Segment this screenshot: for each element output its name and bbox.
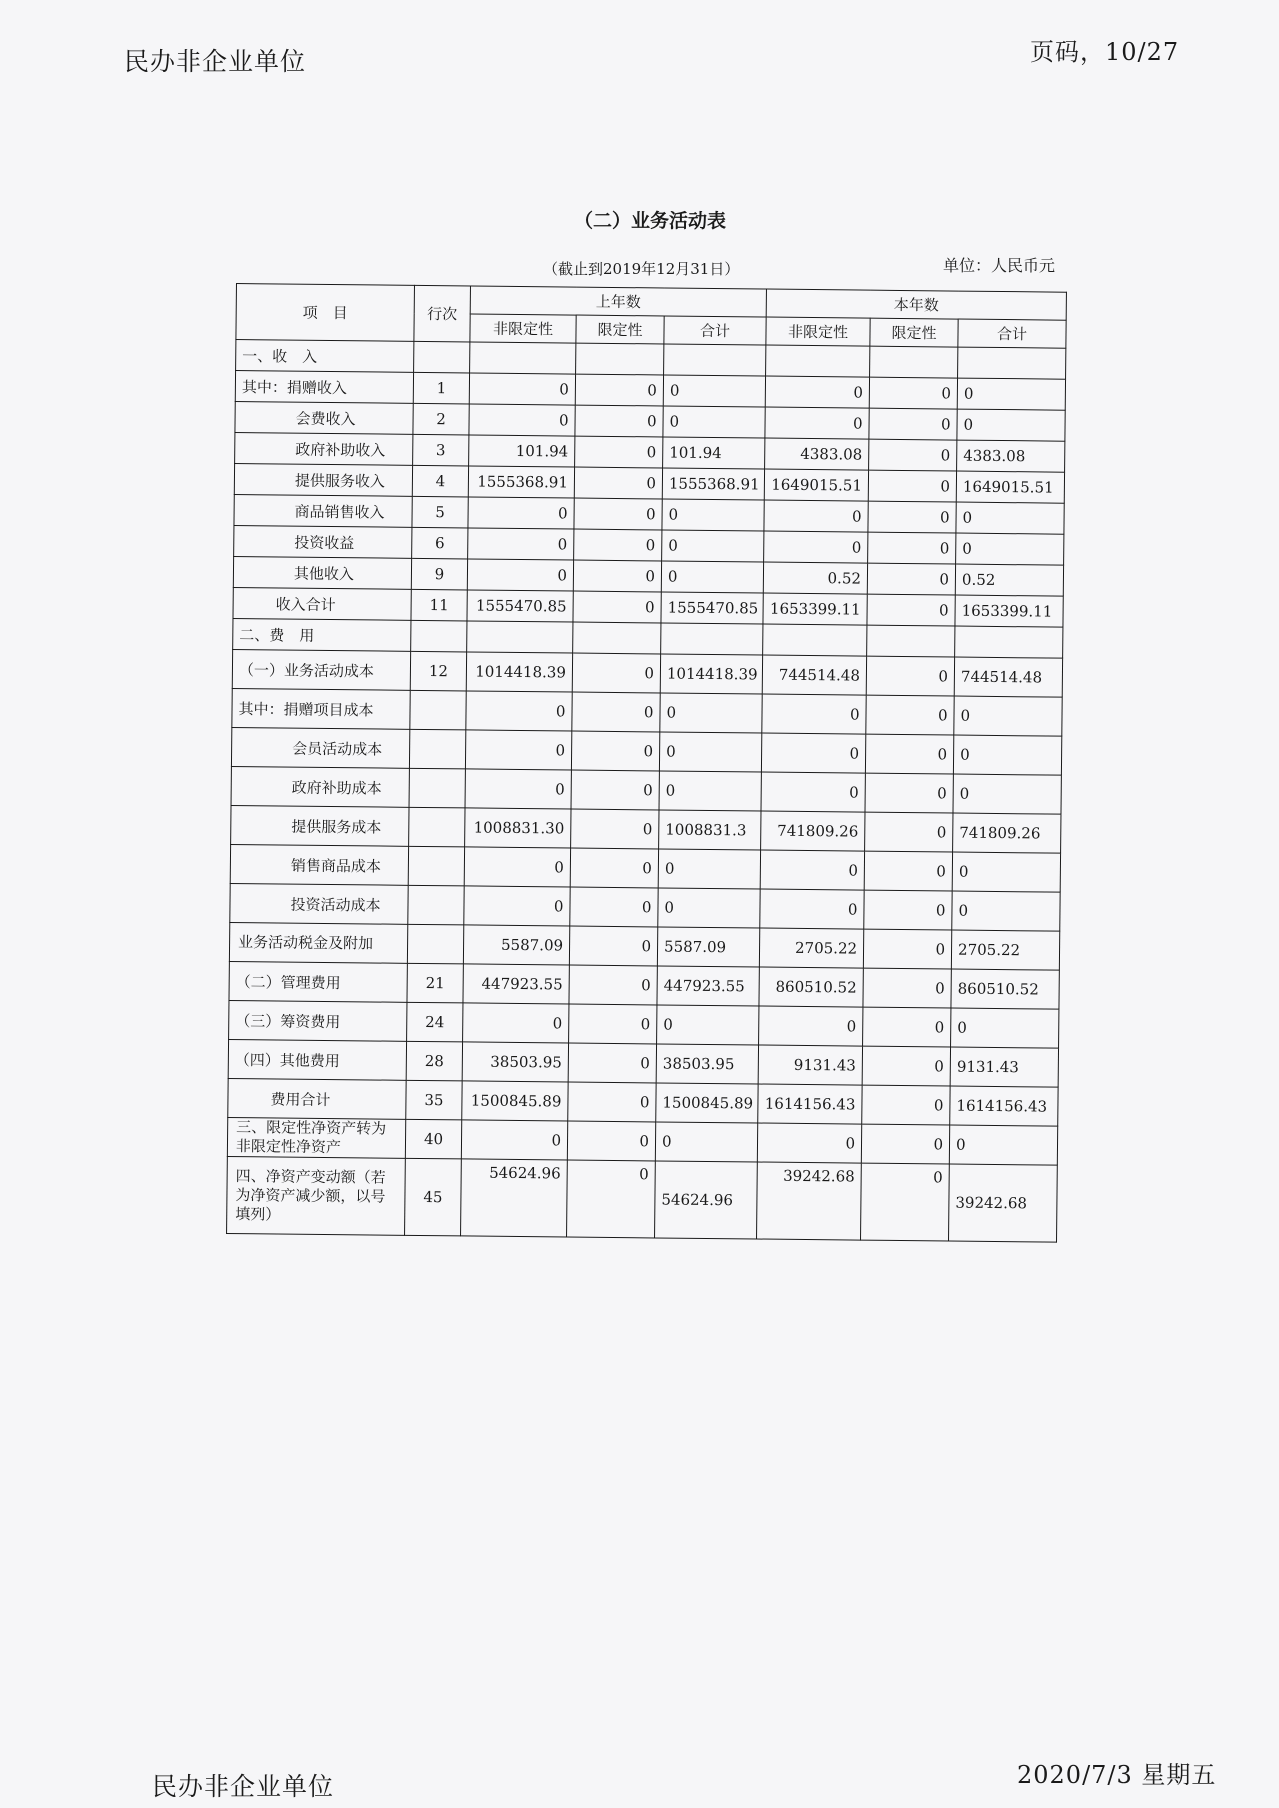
cell-c-r: 0 <box>864 851 952 891</box>
row-number <box>410 690 466 730</box>
cell-c-r <box>870 346 958 378</box>
cell-c-r: 0 <box>869 408 957 440</box>
cell-p-t: 54624.96 <box>655 1161 758 1239</box>
header-curr-year: 本年数 <box>766 289 1066 320</box>
cell-p-t: 101.94 <box>663 437 765 469</box>
row-number <box>409 729 465 769</box>
cell-c-r: 0 <box>867 594 955 626</box>
row-number: 9 <box>411 558 467 590</box>
row-item-label: 二、费 用 <box>233 618 411 651</box>
cell-p-u: 0 <box>463 1003 569 1043</box>
report-unit: 单位：人民币元 <box>943 256 1056 275</box>
cell-c-u: 1649015.51 <box>764 469 868 501</box>
cell-p-t: 1555368.91 <box>662 468 764 500</box>
cell-c-t: 0 <box>956 533 1064 565</box>
cell-c-u <box>766 345 870 377</box>
row-item-label: 政府补助收入 <box>235 432 413 465</box>
cell-c-r <box>867 625 955 657</box>
header-prev-unrestricted: 非限定性 <box>470 314 576 343</box>
cell-p-u: 0 <box>466 691 572 731</box>
cell-c-u: 2705.22 <box>759 928 863 968</box>
cell-c-t: 4383.08 <box>957 440 1065 472</box>
row-number: 12 <box>410 651 466 691</box>
cell-p-u: 1555368.91 <box>468 466 574 498</box>
cell-p-r: 0 <box>574 498 662 530</box>
row-item-label: （二）管理费用 <box>229 961 407 1002</box>
cell-c-u: 0.52 <box>763 562 867 594</box>
cell-c-t: 0 <box>949 1125 1057 1165</box>
cell-p-u: 38503.95 <box>462 1042 568 1082</box>
cell-p-t: 0 <box>661 561 763 593</box>
row-number: 11 <box>411 589 467 621</box>
row-number: 5 <box>412 496 468 528</box>
cell-c-t: 2705.22 <box>951 930 1059 970</box>
cell-c-u: 1614156.43 <box>758 1084 862 1124</box>
cell-p-t: 0 <box>662 499 764 531</box>
row-item-label: 提供服务收入 <box>234 463 412 496</box>
cell-p-t: 1008831.3 <box>659 810 761 850</box>
cell-p-u: 0 <box>469 404 575 436</box>
header-prev-total: 合计 <box>664 316 766 345</box>
page-footer-date: 2020/7/3 星期五 <box>1017 1761 1217 1789</box>
cell-c-r: 0 <box>867 563 955 595</box>
cell-c-t: 0 <box>957 378 1065 410</box>
activity-table-container <box>226 283 1074 1243</box>
cell-p-r <box>576 343 664 375</box>
cell-c-u: 9131.43 <box>758 1045 862 1085</box>
cell-p-t: 0 <box>663 375 765 407</box>
cell-p-u: 0 <box>468 497 574 529</box>
cell-p-r: 0 <box>567 1121 655 1161</box>
cell-c-r: 0 <box>869 439 957 471</box>
page-footer-organization: 民办非企业单位 <box>152 1772 335 1801</box>
cell-p-u: 0 <box>461 1120 567 1160</box>
cell-p-t: 0 <box>655 1122 757 1162</box>
cell-c-t: 0 <box>956 502 1064 534</box>
cell-p-t <box>661 623 763 655</box>
row-number <box>407 924 463 964</box>
cell-c-t: 741809.26 <box>953 813 1061 853</box>
row-item-label: 三、限定性净资产转为非限定性净资产 <box>227 1117 405 1158</box>
cell-c-t: 9131.43 <box>950 1047 1058 1087</box>
header-prev-year: 上年数 <box>470 286 766 317</box>
cell-c-u: 0 <box>760 889 864 929</box>
cell-c-t: 39242.68 <box>949 1164 1058 1242</box>
row-item-label: 其他收入 <box>233 556 411 589</box>
cell-p-t: 1555470.85 <box>661 592 763 624</box>
cell-p-r: 0 <box>569 965 657 1005</box>
row-item-label: 费用合计 <box>228 1078 406 1119</box>
cell-p-u: 0 <box>469 373 575 405</box>
cell-c-r: 0 <box>863 968 951 1008</box>
header-item: 项 目 <box>236 284 415 342</box>
cell-p-r: 0 <box>568 1082 656 1122</box>
cell-p-u: 54624.96 <box>461 1159 568 1237</box>
cell-c-r: 0 <box>869 377 957 409</box>
cell-p-t <box>664 344 766 376</box>
row-item-label: 四、净资产变动额（若为净资产减少额，以号填列） <box>227 1156 406 1235</box>
cell-c-t: 744514.48 <box>954 657 1062 697</box>
row-item-label: 商品销售收入 <box>234 494 412 527</box>
row-item-label: 收入合计 <box>233 587 411 620</box>
header-row-no: 行次 <box>414 285 471 342</box>
cell-c-r: 0 <box>868 501 956 533</box>
cell-c-t: 0 <box>951 1008 1059 1048</box>
cell-p-t: 0 <box>657 1005 759 1045</box>
cell-c-u: 4383.08 <box>765 438 869 470</box>
cell-p-t: 1014418.39 <box>660 654 762 694</box>
cell-c-t <box>955 626 1063 658</box>
cell-c-u: 0 <box>760 850 864 890</box>
cell-p-t: 0 <box>659 732 761 772</box>
row-item-label: 会费收入 <box>235 401 413 434</box>
page-number: 页码，10/27 <box>1030 38 1180 66</box>
cell-c-t: 0 <box>952 891 1060 931</box>
cell-c-r: 0 <box>866 695 954 735</box>
row-number: 6 <box>412 527 468 559</box>
cell-c-u: 1653399.11 <box>763 593 867 625</box>
cell-c-u: 0 <box>762 694 866 734</box>
cell-p-u: 0 <box>467 559 573 591</box>
row-number: 35 <box>406 1080 462 1120</box>
row-item-label: 其中：捐赠项目成本 <box>232 688 410 729</box>
cell-p-u: 0 <box>464 886 570 926</box>
table-row <box>227 1156 1058 1242</box>
row-number <box>408 885 464 925</box>
cell-c-t <box>958 347 1066 379</box>
row-item-label: 提供服务成本 <box>231 805 409 846</box>
cell-c-t: 0 <box>952 852 1060 892</box>
row-item-label: 投资活动成本 <box>230 883 408 924</box>
cell-c-u: 860510.52 <box>759 967 863 1007</box>
cell-c-u: 0 <box>765 376 869 408</box>
cell-p-r: 0 <box>567 1160 656 1238</box>
cell-p-u: 447923.55 <box>463 964 569 1004</box>
row-item-label: 投资收益 <box>234 525 412 558</box>
row-item-label: （四）其他费用 <box>228 1039 406 1080</box>
row-number: 45 <box>405 1158 462 1236</box>
cell-p-u: 1500845.89 <box>462 1081 568 1121</box>
cell-p-u: 0 <box>468 528 574 560</box>
cell-p-r: 0 <box>573 591 661 623</box>
cell-c-r: 0 <box>862 1085 950 1125</box>
cell-p-r: 0 <box>575 436 663 468</box>
header-curr-unrestricted: 非限定性 <box>766 317 870 346</box>
row-number: 2 <box>413 403 469 435</box>
cell-p-r: 0 <box>574 529 662 561</box>
cell-c-t: 0.52 <box>955 564 1063 596</box>
cell-p-u: 5587.09 <box>463 925 569 965</box>
row-number: 40 <box>405 1119 461 1159</box>
cell-c-t: 860510.52 <box>951 969 1059 1009</box>
cell-c-u: 0 <box>759 1006 863 1046</box>
row-number: 28 <box>406 1041 462 1081</box>
cell-p-r: 0 <box>575 405 663 437</box>
row-number: 3 <box>413 434 469 466</box>
cell-p-r: 0 <box>575 374 663 406</box>
cell-p-t: 0 <box>658 849 760 889</box>
cell-c-t: 0 <box>953 735 1061 775</box>
cell-p-t: 0 <box>659 771 761 811</box>
page-header-organization: 民办非企业单位 <box>124 47 307 76</box>
cell-p-u: 0 <box>464 847 570 887</box>
row-item-label: 会员活动成本 <box>231 727 409 768</box>
cell-c-t: 0 <box>953 774 1061 814</box>
cell-c-r: 0 <box>865 734 953 774</box>
cell-c-r: 0 <box>861 1124 949 1164</box>
cell-c-t: 0 <box>957 409 1065 441</box>
cell-p-u: 0 <box>465 730 571 770</box>
cell-p-t: 447923.55 <box>657 966 759 1006</box>
header-curr-restricted: 限定性 <box>870 318 958 347</box>
cell-c-u: 0 <box>761 733 865 773</box>
cell-p-r: 0 <box>570 848 658 888</box>
cell-p-u: 0 <box>465 769 571 809</box>
report-title: （二）业务活动表 <box>574 210 727 232</box>
cell-c-u <box>763 624 867 656</box>
cell-p-t: 0 <box>663 406 765 438</box>
cell-p-r: 0 <box>569 1004 657 1044</box>
row-item-label: （一）业务活动成本 <box>232 649 410 690</box>
cell-p-r: 0 <box>571 770 659 810</box>
row-item-label: 业务活动税金及附加 <box>229 922 407 963</box>
cell-c-r: 0 <box>863 1007 951 1047</box>
cell-p-u <box>467 621 573 653</box>
cell-p-t: 1500845.89 <box>656 1083 758 1123</box>
cell-c-r: 0 <box>861 1163 950 1241</box>
cell-c-t: 1653399.11 <box>955 595 1063 627</box>
cell-p-t: 0 <box>662 530 764 562</box>
cell-p-r: 0 <box>570 887 658 927</box>
cell-p-r: 0 <box>571 809 659 849</box>
cell-p-r: 0 <box>574 467 662 499</box>
header-curr-total: 合计 <box>958 319 1066 348</box>
cell-p-t: 5587.09 <box>657 927 759 967</box>
cell-p-r: 0 <box>572 653 660 693</box>
cell-p-r: 0 <box>571 731 659 771</box>
cell-p-r <box>573 622 661 654</box>
cell-c-u: 39242.68 <box>757 1162 862 1240</box>
row-number <box>411 620 467 652</box>
table-body <box>227 340 1066 1243</box>
cell-p-u: 101.94 <box>469 435 575 467</box>
cell-c-t: 0 <box>954 696 1062 736</box>
row-item-label: 一、收 入 <box>236 340 414 373</box>
cell-p-r: 0 <box>572 692 660 732</box>
cell-c-u: 0 <box>765 407 869 439</box>
cell-c-u: 0 <box>764 500 868 532</box>
cell-c-r: 0 <box>865 812 953 852</box>
cell-p-u: 1008831.30 <box>465 808 571 848</box>
cell-p-u: 1014418.39 <box>466 652 572 692</box>
row-number <box>414 341 470 373</box>
row-number <box>409 807 465 847</box>
row-number: 4 <box>412 465 468 497</box>
row-item-label: 其中：捐赠收入 <box>235 371 413 404</box>
cell-c-r: 0 <box>865 773 953 813</box>
row-number <box>408 846 464 886</box>
cell-c-u: 0 <box>757 1123 861 1163</box>
cell-p-r: 0 <box>573 560 661 592</box>
cell-c-r: 0 <box>864 890 952 930</box>
row-item-label: 政府补助成本 <box>231 766 409 807</box>
cell-p-t: 0 <box>660 693 762 733</box>
cell-c-r: 0 <box>866 656 954 696</box>
activity-table <box>226 283 1067 1243</box>
row-number: 24 <box>407 1002 463 1042</box>
cell-c-u: 744514.48 <box>762 655 866 695</box>
row-number: 21 <box>407 963 463 1003</box>
cell-p-u: 1555470.85 <box>467 590 573 622</box>
row-number: 1 <box>413 372 469 404</box>
cell-c-u: 741809.26 <box>761 811 865 851</box>
cell-c-r: 0 <box>862 1046 950 1086</box>
cell-c-r: 0 <box>868 532 956 564</box>
cell-c-t: 1614156.43 <box>950 1086 1058 1126</box>
cell-p-u <box>470 342 576 374</box>
cell-p-r: 0 <box>568 1043 656 1083</box>
cell-c-t: 1649015.51 <box>956 471 1064 503</box>
cell-p-r: 0 <box>569 926 657 966</box>
header-prev-restricted: 限定性 <box>576 315 664 344</box>
cell-p-t: 38503.95 <box>656 1044 758 1084</box>
cell-c-u: 0 <box>761 772 865 812</box>
row-item-label: 销售商品成本 <box>230 844 408 885</box>
cell-c-r: 0 <box>868 470 956 502</box>
cell-c-r: 0 <box>863 929 951 969</box>
cell-p-t: 0 <box>658 888 760 928</box>
report-date-note: （截止到2019年12月31日） <box>543 260 740 278</box>
cell-c-u: 0 <box>764 531 868 563</box>
row-item-label: （三）筹资费用 <box>229 1000 407 1041</box>
row-number <box>409 768 465 808</box>
